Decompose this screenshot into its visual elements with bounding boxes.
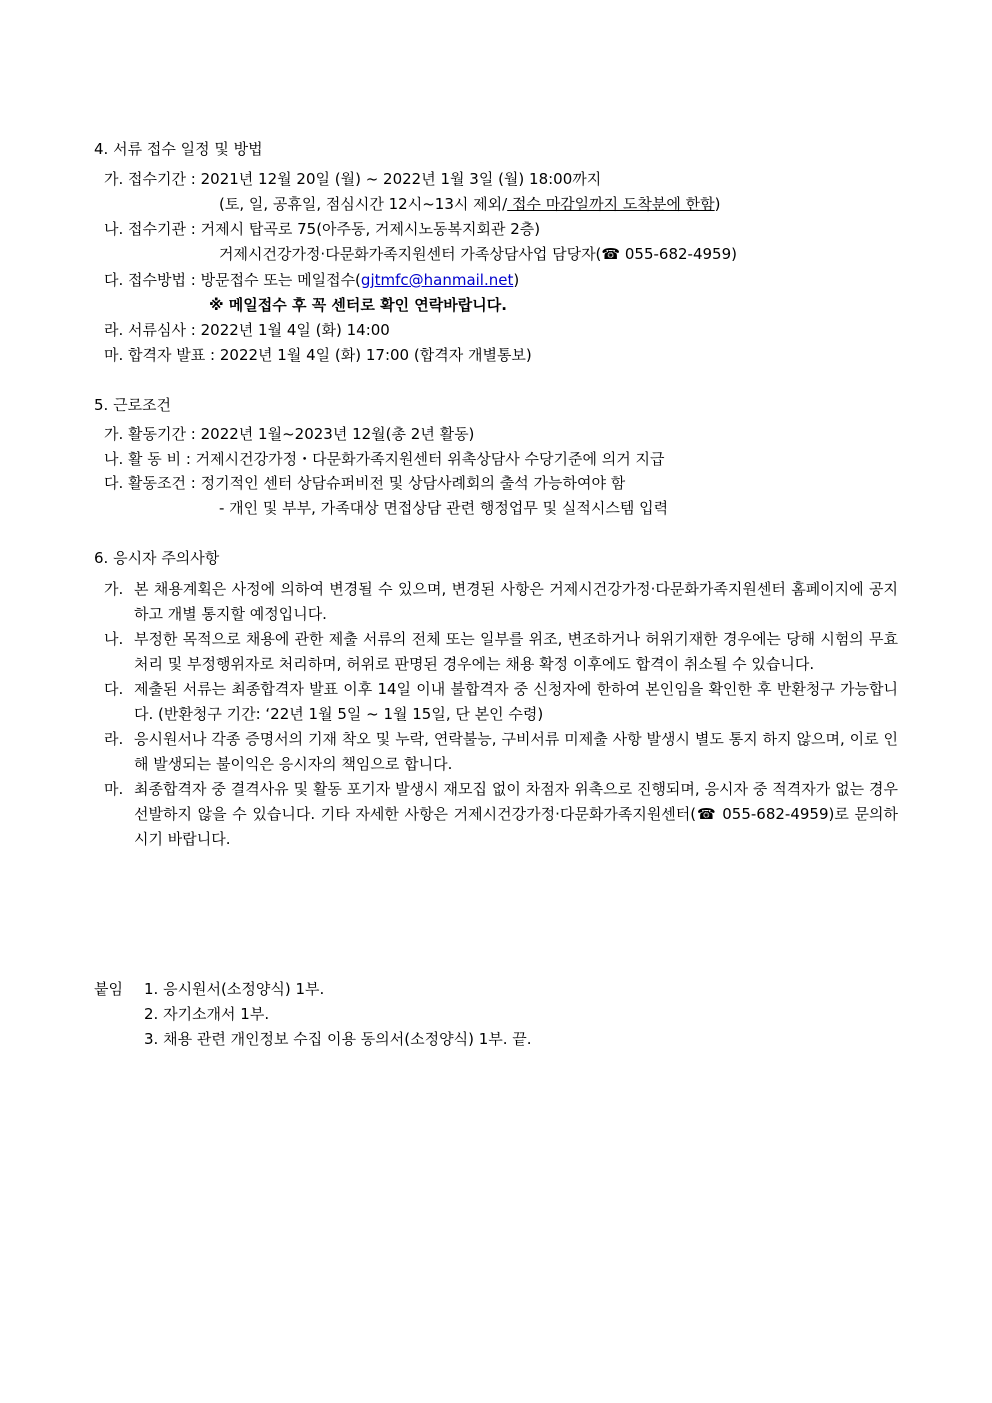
continuation-suffix: ) — [714, 195, 721, 213]
item-marker: 마. — [104, 780, 124, 798]
attachment-item: 3. 채용 관련 개인정보 수집 이용 동의서(소정양식) 1부. 끝. — [144, 1030, 532, 1048]
underlined-text: 접수 마감일까지 도착분에 한함 — [507, 195, 715, 213]
section-4-item-na-continuation: 거제시건강가정·다문화가족지원센터 가족상담사업 담당자(☎ 055-682-4959) — [219, 245, 737, 263]
item-marker: 라. — [104, 321, 124, 339]
section-6-list — [104, 577, 898, 852]
item-marker: 라. — [104, 730, 124, 748]
item-marker: 나. — [104, 630, 124, 648]
item-text: 2021년 12월 20일 (월) ~ 2022년 1월 3일 (월) 18:00까지 — [200, 170, 602, 188]
item-label: 합격자 발표 : — [128, 346, 216, 364]
item-marker: 마. — [104, 346, 124, 364]
attachments-label: 붙임 — [94, 980, 123, 998]
section-4-item-ga-continuation — [219, 194, 720, 214]
item-label: 활동조건 : — [128, 474, 196, 492]
section-5-item-da-continuation: - 개인 및 부부, 가족대상 면접상담 관련 행정업무 및 실적시스템 입력 — [219, 499, 669, 517]
item-text: 응시원서나 각종 증명서의 기재 착오 및 누락, 연락불능, 구비서류 미제출 사항 발생시 별도 통지 하지 않으며, 이로 인해 발생되는 불이익은 응시자의 책임으로 합니다. — [134, 730, 898, 773]
list-item — [104, 777, 898, 852]
item-text: 거제시건강가정・다문화가족지원센터 위촉상담사 수당기준에 의거 지급 — [195, 450, 665, 468]
section-5-item-da — [104, 473, 625, 493]
email-note: ※ 메일접수 후 꼭 센터로 확인 연락바랍니다. — [209, 296, 507, 314]
item-marker: 가. — [104, 425, 124, 443]
section-5-item-ga — [104, 424, 474, 444]
section-4-heading: 4. 서류 접수 일정 및 방법 — [94, 140, 263, 158]
section-6-heading: 6. 응시자 주의사항 — [94, 549, 220, 567]
item-label: 활동기간 : — [128, 425, 196, 443]
item-text: 최종합격자 중 결격사유 및 활동 포기자 발생시 재모집 없이 차점자 위촉으로 진행되며, 응시자 중 적격자가 없는 경우 선발하지 않을 수 있습니다. 기타 자세한 사항은 거제시건강가정·다문화가족지원센터(☎ 055-682-4959)로 문의하시기 바랍니다. — [134, 780, 898, 848]
item-label: 접수기간 : — [128, 170, 196, 188]
item-text: 방문접수 또는 메일접수( — [200, 271, 361, 289]
item-text: 제출된 서류는 최종합격자 발표 이후 14일 이내 불합격자 중 신청자에 한하여 본인임을 확인한 후 반환청구 가능합니다. (반환청구 기간: ‘22년 1월 5일 ~ 1월 15일, 단 본인 수령) — [134, 680, 898, 723]
item-label: 접수방법 : — [128, 271, 196, 289]
item-text: 정기적인 센터 상담슈퍼비전 및 상담사례회의 출석 가능하여야 함 — [200, 474, 626, 492]
item-marker: 다. — [104, 474, 124, 492]
item-marker: 나. — [104, 450, 124, 468]
item-marker: 다. — [104, 680, 124, 698]
item-marker: 가. — [104, 170, 124, 188]
item-text: 거제시 탑곡로 75(아주동, 거제시노동복지회관 2층) — [200, 220, 541, 238]
item-text: 부정한 목적으로 채용에 관한 제출 서류의 전체 또는 일부를 위조, 변조하거나 허위기재한 경우에는 당해 시험의 무효처리 및 부정행위자로 처리하며, 허위로 판명된 경우에는 채용 확정 이후에도 합격이 취소될 수 있습니다. — [134, 630, 898, 673]
email-link[interactable]: gjtmfc@hanmail.net — [360, 271, 514, 289]
list-item — [104, 727, 898, 777]
list-item — [104, 577, 898, 627]
item-marker: 다. — [104, 271, 124, 289]
continuation-text: (토, 일, 공휴일, 점심시간 12시~13시 제외/ — [219, 195, 508, 213]
item-text: 2022년 1월 4일 (화) 17:00 (합격자 개별통보) — [219, 346, 532, 364]
list-item — [104, 627, 898, 677]
section-4-item-ga — [104, 169, 601, 189]
attachment-item: 2. 자기소개서 1부. — [144, 1005, 270, 1023]
attachment-item: 1. 응시원서(소정양식) 1부. — [144, 980, 325, 998]
section-4-item-ma — [104, 345, 532, 365]
item-text-suffix: ) — [513, 271, 520, 289]
item-marker: 가. — [104, 580, 124, 598]
item-label: 접수기관 : — [128, 220, 196, 238]
item-label: 서류심사 : — [128, 321, 196, 339]
list-item — [104, 677, 898, 727]
item-marker: 나. — [104, 220, 124, 238]
section-4-item-da — [104, 270, 519, 290]
item-label: 활 동 비 : — [128, 450, 191, 468]
section-4-item-na — [104, 219, 540, 239]
section-5-heading: 5. 근로조건 — [94, 396, 172, 414]
item-text: 본 채용계획은 사정에 의하여 변경될 수 있으며, 변경된 사항은 거제시건강가정·다문화가족지원센터 홈페이지에 공지하고 개별 통지할 예정입니다. — [134, 580, 898, 623]
section-5-item-na — [104, 449, 664, 469]
item-text: 2022년 1월~2023년 12월(총 2년 활동) — [200, 425, 475, 443]
item-text: 2022년 1월 4일 (화) 14:00 — [200, 321, 390, 339]
section-4-item-ra — [104, 320, 390, 340]
